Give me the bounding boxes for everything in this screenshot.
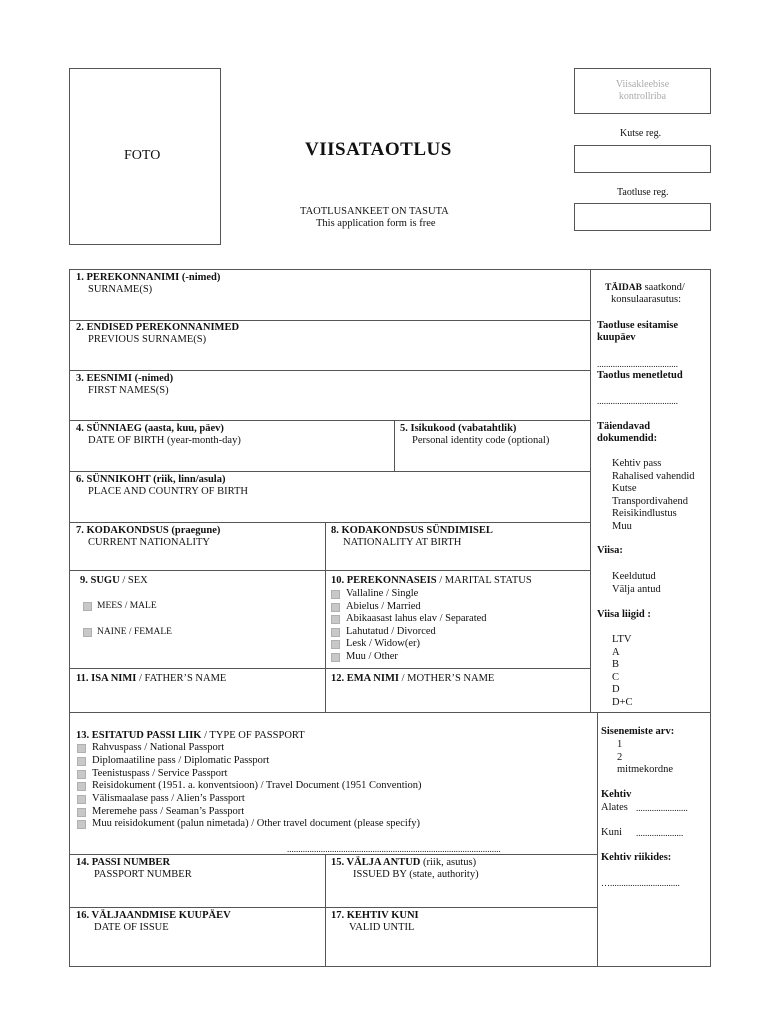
- marital-widow-checkbox[interactable]: [331, 640, 340, 649]
- field-1-label-en: SURNAME(S): [88, 284, 153, 295]
- passport-national-checkbox[interactable]: [77, 744, 86, 753]
- marital-widow-label: Lesk / Widow(er): [346, 638, 421, 649]
- marital-divorced-label: Lahutatud / Divorced: [346, 626, 436, 637]
- visa-type-dc: D+C: [612, 697, 633, 708]
- submission-date-label: Taotluse esitamise: [597, 320, 678, 331]
- passport-diplomatic-label: Diplomaatiline pass / Diplomatic Passport: [92, 755, 270, 766]
- row-line-10: [69, 907, 597, 908]
- valid-from-label: Alates: [601, 802, 628, 813]
- valid-countries-label: Kehtiv riikides:: [601, 852, 672, 863]
- field-12-label: [331, 673, 494, 686]
- page-title: VIISATAOTLUS: [305, 139, 452, 160]
- field-15-label-en: ISSUED BY (state, authority): [353, 869, 479, 880]
- passport-diplomatic-checkbox[interactable]: [77, 757, 86, 766]
- visa-type-ltv: LTV: [612, 634, 632, 645]
- visa-issued: Välja antud: [612, 584, 661, 595]
- field-5-label: 5. Isikukood (vabatahtlik): [400, 423, 517, 434]
- passport-seaman-label: Meremehe pass / Seaman’s Passport: [92, 806, 245, 817]
- sex-male-checkbox[interactable]: [83, 602, 92, 611]
- submission-date-label-2: kuupäev: [597, 332, 636, 343]
- valid-until-label: Kuni: [601, 827, 622, 838]
- field-12-label-et: 12. EMA NIMI: [331, 673, 399, 684]
- split-4-5: [394, 420, 395, 471]
- marital-separated-checkbox[interactable]: [331, 615, 340, 624]
- field-14-label-en: PASSPORT NUMBER: [94, 869, 192, 880]
- filled-by-label: [605, 282, 685, 295]
- valid-label: Kehtiv: [601, 789, 632, 800]
- passport-travel-doc-checkbox[interactable]: [77, 782, 86, 791]
- doc-valid-passport: Kehtiv pass: [612, 458, 662, 469]
- passport-service-checkbox[interactable]: [77, 770, 86, 779]
- visa-sticker-label-2: kontrollriba: [618, 91, 667, 102]
- invitation-reg-field[interactable]: [574, 145, 711, 173]
- additional-docs-label-2: dokumendid:: [597, 433, 658, 444]
- sidebar-divider-upper: [590, 269, 591, 712]
- field-7-label-en: CURRENT NATIONALITY: [88, 537, 211, 548]
- filled-by-label-2: konsulaarasutus:: [611, 294, 681, 305]
- visa-label: Viisa:: [597, 545, 623, 556]
- field-10-label: [331, 575, 532, 588]
- field-10-label-en: / MARITAL STATUS: [436, 575, 532, 586]
- application-reg-label: Taotluse reg.: [617, 187, 669, 198]
- doc-other: Muu: [612, 521, 632, 532]
- doc-invitation: Kutse: [612, 483, 637, 494]
- field-16-label: 16. VÄLJAANDMISE KUUPÄEV: [76, 910, 231, 921]
- passport-other-checkbox[interactable]: [77, 820, 86, 829]
- field-7-label: 7. KODAKONDSUS (praegune): [76, 525, 221, 536]
- entries-label: Sisenemiste arv:: [601, 726, 675, 737]
- field-8-label: 8. KODAKONDSUS SÜNDIMISEL: [331, 525, 493, 536]
- field-2-label-en: PREVIOUS SURNAME(S): [88, 334, 207, 345]
- field-15-label: [331, 857, 476, 870]
- field-5-label-en: Personal identity code (optional): [412, 435, 550, 446]
- marital-single-checkbox[interactable]: [331, 590, 340, 599]
- marital-other-label: Muu / Other: [346, 651, 398, 662]
- passport-travel-doc-label: Reisidokument (1951. a. konventsioon) / Travel Document (1951 Convention): [92, 780, 422, 791]
- doc-transport: Transpordivahend: [612, 496, 689, 507]
- passport-service-label: Teenistuspass / Service Passport: [92, 768, 228, 779]
- sex-female-label: NAINE / FEMALE: [97, 627, 172, 637]
- application-reg-field[interactable]: [574, 203, 711, 231]
- visa-sticker-label-1: Viisakleebise: [615, 79, 670, 90]
- field-4-label: 4. SÜNNIAEG (aasta, kuu, päev): [76, 423, 224, 434]
- photo-label: FOTO: [124, 148, 161, 163]
- passport-alien-label: Välismaalase pass / Alien’s Passport: [92, 793, 245, 804]
- field-6-label-en: PLACE AND COUNTRY OF BIRTH: [88, 486, 248, 497]
- visa-type-b: B: [612, 659, 620, 670]
- sidebar-divider-lower: [597, 712, 598, 967]
- visa-refused: Keeldutud: [612, 571, 656, 582]
- forwarded-label: Taotlus menetletud: [597, 370, 683, 381]
- field-13-label-et: 13. ESITATUD PASSI LIIK: [76, 730, 202, 741]
- entries-one: 1: [617, 739, 623, 750]
- filled-by-bold: TÄIDAB: [605, 283, 642, 293]
- field-10-label-et: 10. PEREKONNASEIS: [331, 575, 437, 586]
- split-7-12: [325, 522, 326, 712]
- row-line-2: [69, 370, 590, 371]
- forwarded-dots[interactable]: ....................................: [597, 396, 678, 406]
- free-note-en: This application form is free: [316, 218, 436, 229]
- row-line-5: [69, 522, 590, 523]
- entries-multiple: mitmekordne: [617, 764, 673, 775]
- sex-female-checkbox[interactable]: [83, 628, 92, 637]
- field-9-label: [80, 575, 148, 588]
- field-13-label: [76, 730, 305, 743]
- filled-by-rest: saatkond/: [641, 282, 685, 293]
- field-15-label-et: 15. VÄLJA ANTUD: [331, 857, 421, 868]
- visa-type-a: A: [612, 647, 620, 658]
- additional-docs-label: Täiendavad: [597, 421, 651, 432]
- sex-male-label: MEES / MALE: [97, 601, 157, 611]
- field-13-label-en: / TYPE OF PASSPORT: [201, 730, 305, 741]
- row-line-4: [69, 471, 590, 472]
- field-2-label: 2. ENDISED PEREKONNANIMED: [76, 322, 240, 333]
- row-line-7: [69, 668, 590, 669]
- field-3-label-en: FIRST NAMES(S): [88, 385, 169, 396]
- entries-two: 2: [617, 752, 623, 763]
- field-16-label-en: DATE OF ISSUE: [94, 922, 169, 933]
- invitation-reg-label: Kutse reg.: [620, 128, 662, 139]
- field-9-label-et: 9. SUGU: [80, 575, 120, 586]
- passport-other-specify-line[interactable]: ...............................................................................................: [287, 844, 501, 854]
- row-line-3: [69, 420, 590, 421]
- field-11-label: [76, 673, 226, 686]
- marital-divorced-checkbox[interactable]: [331, 628, 340, 637]
- row-line-1: [69, 320, 590, 321]
- passport-seaman-checkbox[interactable]: [77, 808, 86, 817]
- field-8-label-en: NATIONALITY AT BIRTH: [343, 537, 462, 548]
- field-17-label-en: VALID UNTIL: [349, 922, 415, 933]
- visa-type-c: C: [612, 672, 620, 683]
- marital-separated-label: Abikaasast lahus elav / Separated: [346, 613, 487, 624]
- field-9-label-en: / SEX: [119, 575, 148, 586]
- submission-date-dots[interactable]: ....................................: [597, 359, 678, 369]
- doc-insurance: Reisikindlustus: [612, 508, 677, 519]
- field-11-label-en: / FATHER’S NAME: [136, 673, 227, 684]
- field-15-label-et2: (riik, asutus): [420, 857, 477, 868]
- row-line-6: [69, 570, 590, 571]
- marital-other-checkbox[interactable]: [331, 653, 340, 662]
- valid-countries-dots[interactable]: …...............................: [601, 878, 680, 888]
- field-12-label-en: / MOTHER’S NAME: [398, 673, 495, 684]
- field-4-label-en: DATE OF BIRTH (year-month-day): [88, 435, 241, 446]
- valid-until-dots[interactable]: .....................: [636, 828, 684, 838]
- passport-other-label: Muu reisidokument (palun nimetada) / Other travel document (please specify): [92, 818, 421, 829]
- field-3-label: 3. EESNIMI (-nimed): [76, 373, 174, 384]
- passport-alien-checkbox[interactable]: [77, 795, 86, 804]
- field-17-label: 17. KEHTIV KUNI: [331, 910, 419, 921]
- split-14-17: [325, 854, 326, 967]
- row-line-8: [69, 712, 711, 713]
- marital-single-label: Vallaline / Single: [346, 588, 419, 599]
- marital-married-label: Abielus / Married: [346, 601, 421, 612]
- marital-married-checkbox[interactable]: [331, 603, 340, 612]
- field-14-label: 14. PASSI NUMBER: [76, 857, 171, 868]
- doc-financial-means: Rahalised vahendid: [612, 471, 695, 482]
- visa-types-label: Viisa liigid :: [597, 609, 651, 620]
- passport-national-label: Rahvuspass / National Passport: [92, 742, 225, 753]
- field-6-label: 6. SÜNNIKOHT (riik, linn/asula): [76, 474, 226, 485]
- visa-type-d: D: [612, 684, 620, 695]
- field-11-label-et: 11. ISA NIMI: [76, 673, 137, 684]
- free-note-et: TAOTLUSANKEET ON TASUTA: [300, 206, 449, 217]
- field-1-label: 1. PEREKONNANIMI (-nimed): [76, 272, 221, 283]
- valid-from-dots[interactable]: .......................: [636, 803, 688, 813]
